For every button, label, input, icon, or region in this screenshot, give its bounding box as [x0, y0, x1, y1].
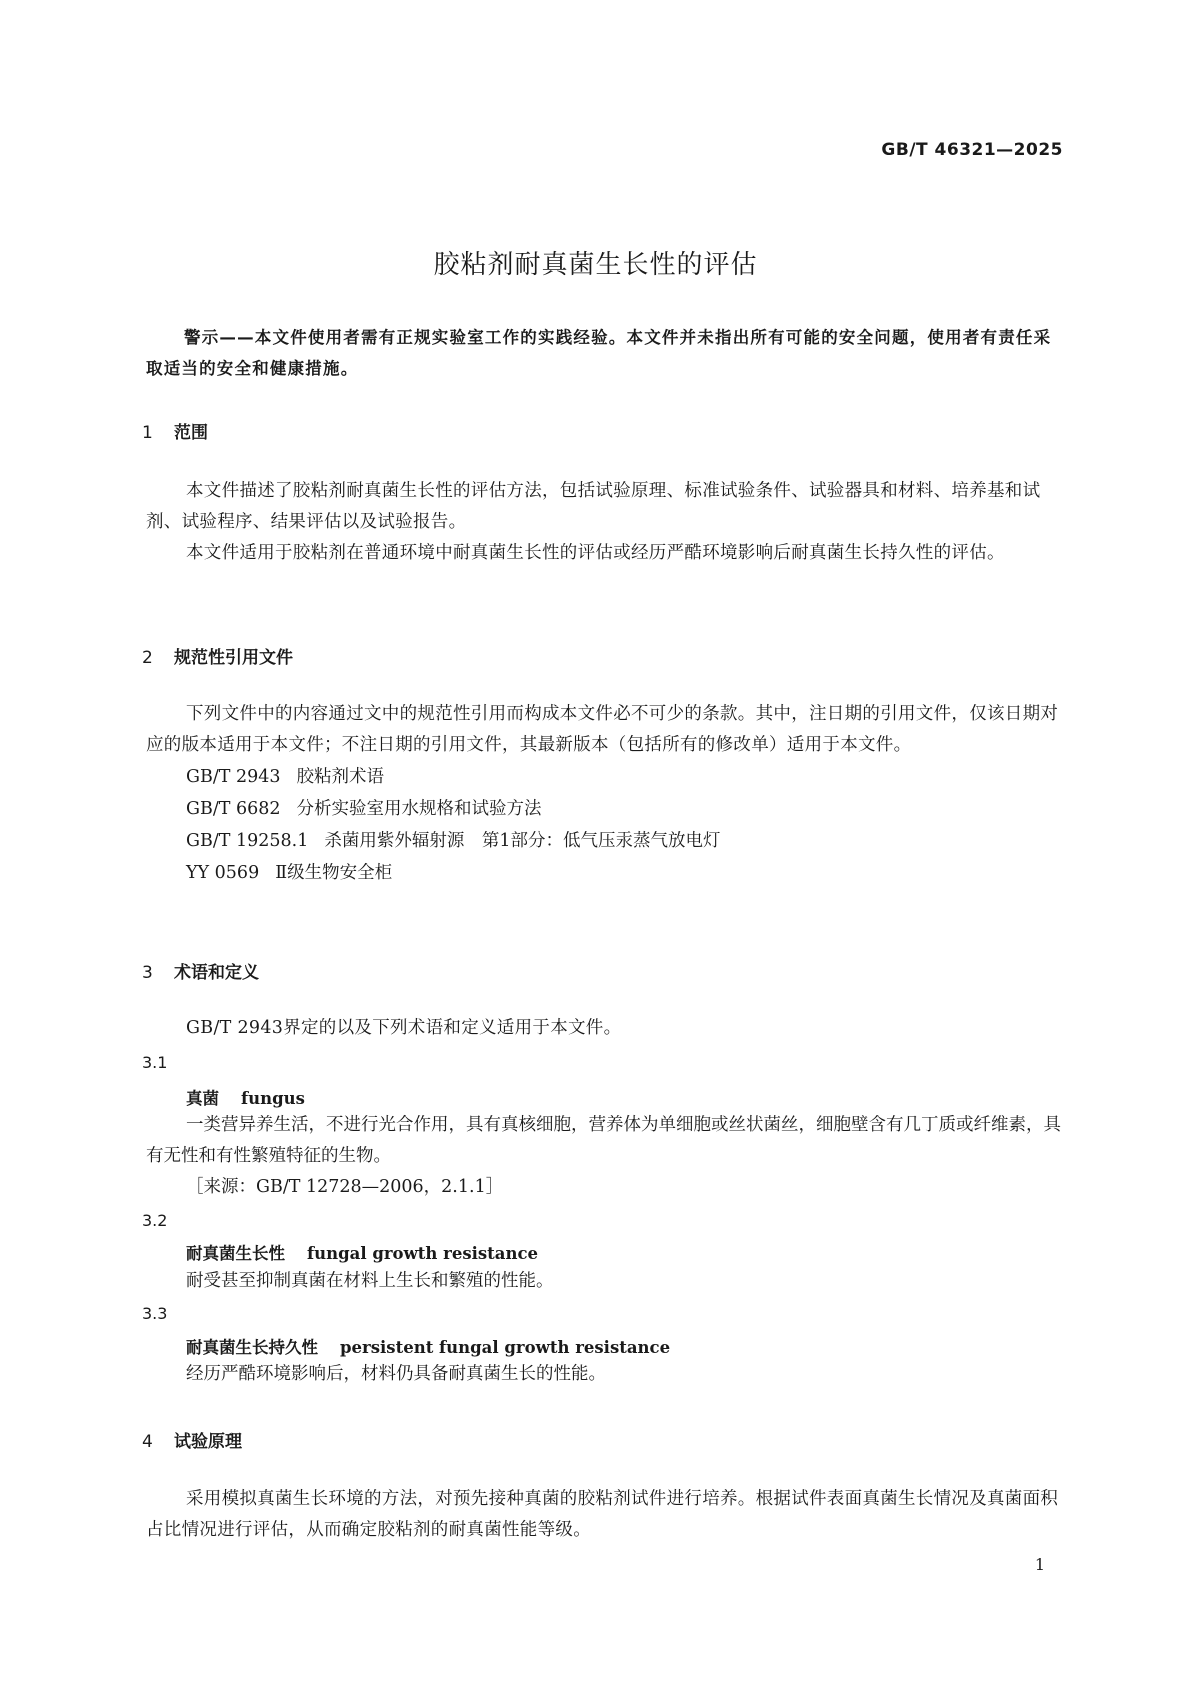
section-number: 3 — [142, 963, 153, 983]
section-title: 范围 — [174, 423, 208, 443]
page-number: 1 — [1034, 1555, 1045, 1574]
paragraph: 下列文件中的内容通过文中的规范性引用而构成本文件必不可少的条款。其中，注日期的引用文件，仅该日期对应的版本适用于本文件；不注日期的引用文件，其最新版本（包括所有的修改单）适用于本文件。 — [146, 704, 1059, 755]
term-definition: 耐受甚至抑制真菌在材料上生长和繁殖的性能。 — [186, 1271, 554, 1291]
section-4-heading — [142, 1427, 242, 1452]
term-name-en: persistent fungal growth resistance — [340, 1338, 671, 1357]
term-name-zh: 真菌 — [186, 1089, 219, 1108]
section-2-body — [146, 699, 1066, 889]
safety-warning: 警示——本文件使用者需有正规实验室工作的实践经验。本文件并未指出所有可能的安全问题，使用者有责任采取适当的安全和健康措施。 — [146, 328, 1052, 378]
standard-code: GB/T 46321—2025 — [881, 140, 1063, 160]
term-name — [186, 1334, 670, 1358]
reference-item — [186, 761, 1066, 793]
reference-item — [186, 825, 1066, 857]
reference-code: GB/T 2943 — [186, 767, 281, 787]
section-3-intro — [146, 1013, 1066, 1044]
section-2-heading — [142, 643, 293, 668]
reference-title: 杀菌用紫外辐射源 第1部分：低气压汞蒸气放电灯 — [324, 831, 721, 851]
term-definition: 经历严酷环境影响后，材料仍具备耐真菌生长的性能。 — [186, 1364, 606, 1384]
term-definition: 一类营异养生活，不进行光合作用，具有真核细胞，营养体为单细胞或丝状菌丝，细胞壁含有几丁质或纤维素，具有无性和有性繁殖特征的生物。 — [146, 1115, 1061, 1166]
term-name-zh: 耐真菌生长持久性 — [186, 1338, 318, 1357]
paragraph: GB/T 2943界定的以及下列术语和定义适用于本文件。 — [186, 1018, 622, 1038]
paragraph: 本文件适用于胶粘剂在普通环境中耐真菌生长性的评估或经历严酷环境影响后耐真菌生长持久性的评估。 — [186, 543, 1005, 563]
section-number: 4 — [142, 1432, 153, 1452]
section-1-body — [146, 476, 1066, 569]
term-name — [186, 1240, 538, 1264]
term-number: 3.3 — [142, 1304, 168, 1323]
term-name-en: fungal growth resistance — [307, 1244, 539, 1263]
term-number: 3.1 — [142, 1053, 168, 1072]
paragraph: 本文件描述了胶粘剂耐真菌生长性的评估方法，包括试验原理、标准试验条件、试验器具和材料、培养基和试剂、试验程序、结果评估以及试验报告。 — [146, 481, 1041, 532]
section-title: 术语和定义 — [174, 963, 259, 983]
reference-item — [186, 857, 1066, 889]
section-4-body — [146, 1484, 1066, 1546]
term-name — [186, 1085, 305, 1109]
term-name-zh: 耐真菌生长性 — [186, 1244, 285, 1263]
reference-item — [186, 793, 1066, 825]
section-number: 2 — [142, 648, 153, 668]
section-3-heading — [142, 958, 259, 983]
reference-title: 胶粘剂术语 — [296, 767, 385, 787]
reference-title: 分析实验室用水规格和试验方法 — [296, 799, 542, 819]
reference-code: GB/T 19258.1 — [186, 831, 309, 851]
reference-title: Ⅱ级生物安全柜 — [275, 863, 393, 883]
term-definition-block — [146, 1359, 1066, 1390]
section-title: 试验原理 — [174, 1432, 242, 1452]
paragraph: 采用模拟真菌生长环境的方法，对预先接种真菌的胶粘剂试件进行培养。根据试件表面真菌生长情况及真菌面积占比情况进行评估，从而确定胶粘剂的耐真菌性能等级。 — [146, 1489, 1059, 1540]
term-number: 3.2 — [142, 1211, 168, 1230]
term-definition-block — [146, 1266, 1066, 1297]
reference-code: YY 0569 — [186, 863, 260, 883]
section-number: 1 — [142, 423, 153, 443]
term-definition-block — [146, 1110, 1066, 1203]
section-1-heading — [142, 418, 208, 443]
term-name-en: fungus — [241, 1089, 305, 1108]
document-title: 胶粘剂耐真菌生长性的评估 — [433, 250, 758, 280]
reference-code: GB/T 6682 — [186, 799, 281, 819]
term-source: ［来源：GB/T 12728—2006，2.1.1］ — [186, 1177, 504, 1197]
section-title: 规范性引用文件 — [174, 648, 293, 668]
